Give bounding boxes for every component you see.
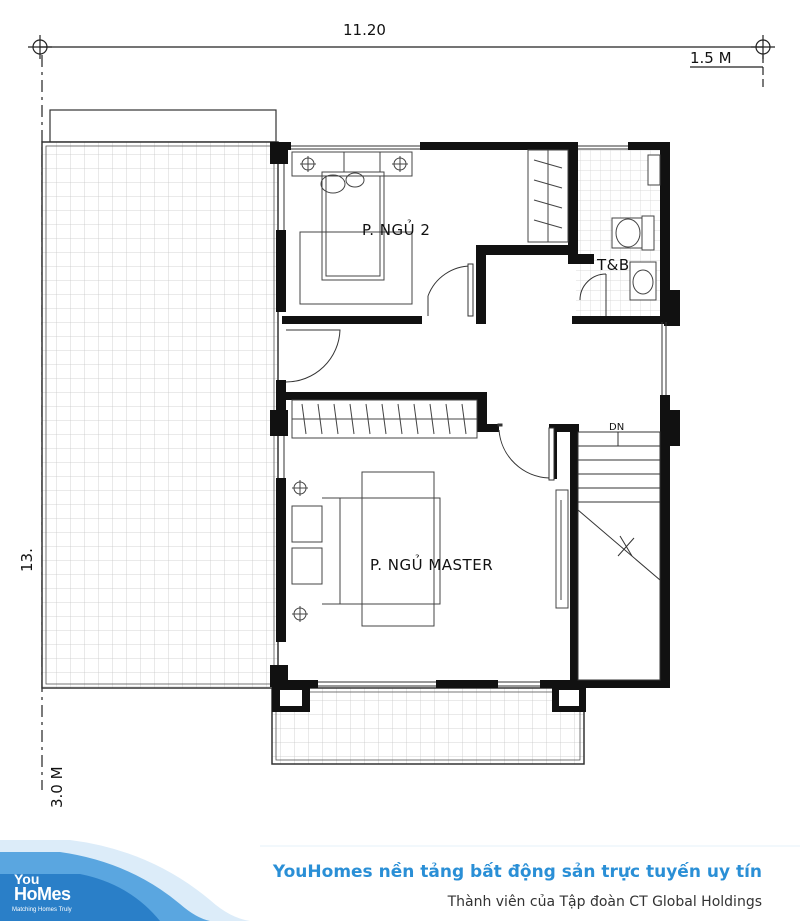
logo-text-top: You — [14, 871, 40, 887]
footer-banner — [0, 840, 800, 921]
logo-tagline: Matching Homes Truly — [12, 907, 72, 913]
room-label-master-bedroom: P. NGỦ MASTER — [370, 556, 494, 574]
dim-top-width: 11.20 — [343, 21, 386, 39]
balcony-bottom — [272, 688, 584, 764]
footer-member-line: Thành viên của Tập đoàn CT Global Holdings — [447, 894, 762, 910]
dim-left-height: 13. — [18, 548, 36, 572]
dim-top-right-offset: 1.5 M — [690, 49, 732, 67]
logo-text-main: HoMes — [14, 884, 71, 904]
stair-label-down: DN — [609, 422, 625, 433]
terrace-railing-top — [50, 110, 276, 142]
grid-marker-right — [751, 35, 775, 59]
grid-marker-left — [28, 35, 52, 59]
dim-bottom-left-offset: 3.0 M — [48, 766, 66, 808]
footer-slogan: YouHomes nền tảng bất động sản trực tuyến uy tín — [272, 862, 762, 882]
room-label-bathroom: T&B — [597, 256, 630, 274]
terrace-left — [42, 142, 278, 688]
youhomes-logo — [10, 872, 110, 918]
room-label-bedroom-2: P. NGỦ 2 — [362, 221, 431, 239]
